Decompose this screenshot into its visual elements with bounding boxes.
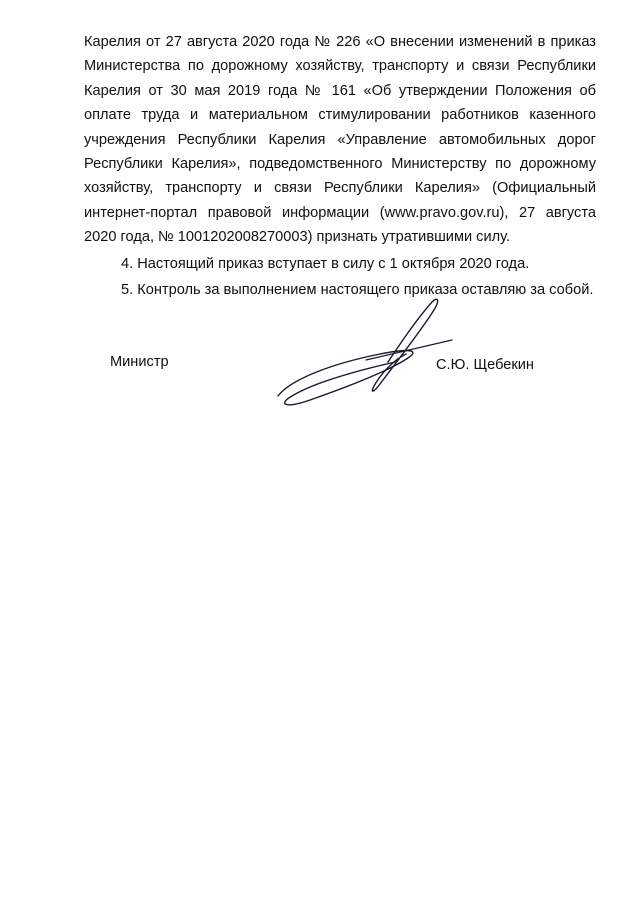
paragraph-item-5: 5. Контроль за выполнением настоящего приказа оставляю за собой. — [121, 282, 594, 299]
signatory-name: С.Ю. Щебекин — [436, 357, 534, 373]
paragraph-item-4: 4. Настоящий приказ вступает в силу с 1 октября 2020 года. — [121, 255, 530, 272]
signatory-title: Министр — [110, 354, 169, 370]
handwritten-signature — [270, 288, 460, 418]
paragraph-continuation: Карелия от 27 августа 2020 года № 226 «О внесении изменений в приказ Министерства по дорожному хозяйству, транспорту и связи Республики Карелия от 30 мая 2019 года № 161 «Об утверждении Положения об оплате труда и материальном стимулировании работников казенного учреждения Республики Карелия «Управление автомобильных дорог Республики Карелия», подведомственного Министерству по дорожному хозяйству, транспорту и связи Республики Карелия» (Официальный интернет-портал правовой информации (www.pravo.gov.ru), 27 августа 2020 года, № 1001202008270003) признать утратившими силу. — [84, 34, 596, 246]
